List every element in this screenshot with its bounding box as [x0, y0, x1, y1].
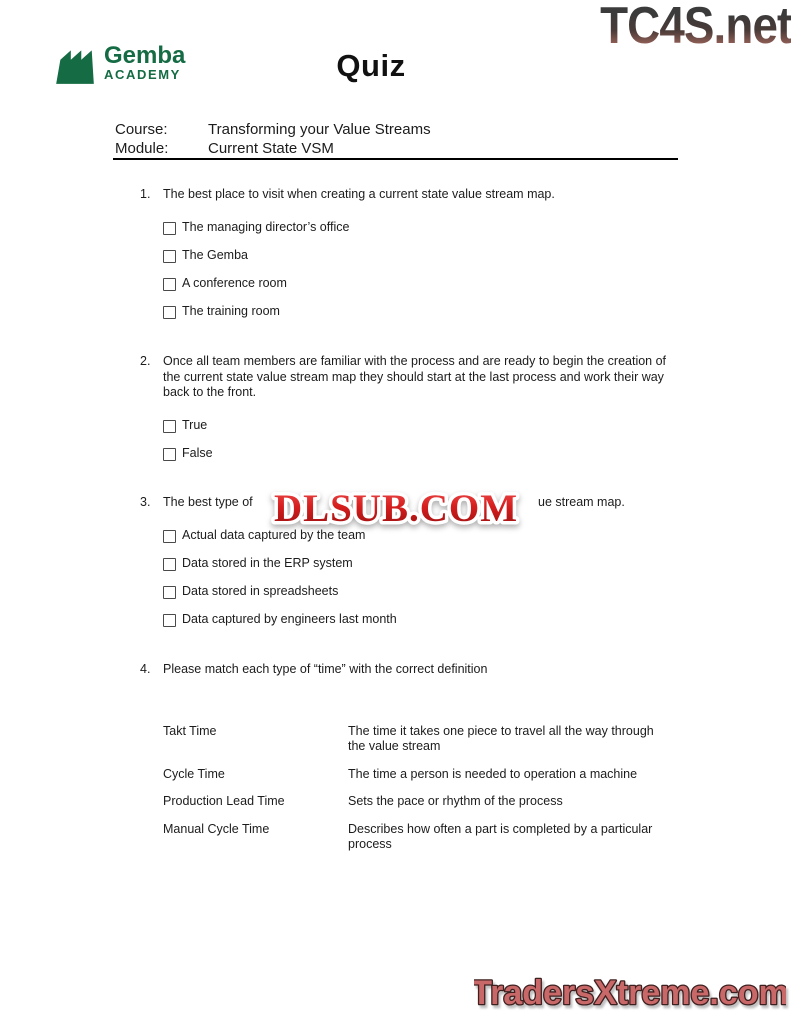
question-2 [140, 354, 685, 476]
page-title: Quiz [336, 48, 406, 83]
option-label: The training room [182, 304, 280, 319]
watermark-tradersxtreme [474, 970, 786, 1021]
question-text: Once all team members are familiar with the process and are ready to begin the creation of the current state value stream map they should start at the last process and work their way back to the front. [163, 354, 667, 399]
course-module-block [115, 121, 431, 158]
question-number: 4. [140, 662, 151, 676]
checkbox[interactable] [163, 306, 176, 319]
answer-option [163, 448, 685, 461]
option-label: Actual data captured by the team [182, 528, 366, 543]
answer-option [163, 222, 685, 235]
watermark-dlsub [246, 482, 546, 537]
match-term: Manual Cycle Time [163, 821, 270, 836]
question-number: 1. [140, 187, 151, 201]
option-label: False [182, 446, 213, 461]
match-definition: Describes how often a part is completed by a particular process [348, 821, 653, 851]
match-term: Takt Time [163, 723, 217, 738]
checkbox[interactable] [163, 530, 176, 543]
checkbox[interactable] [163, 420, 176, 433]
course-label: Course: [115, 121, 168, 138]
watermark-tradersxtreme-text: TradersXtreme.com [474, 974, 786, 1012]
answer-option [163, 306, 685, 319]
question-number: 3. [140, 495, 151, 509]
match-definition: Sets the pace or rhythm of the process [348, 794, 563, 808]
match-definition: The time it takes one piece to travel all the way through the value stream [348, 723, 654, 753]
answer-option [163, 614, 685, 627]
watermark-tc4s: TC4S.net [599, 0, 791, 55]
checkbox[interactable] [163, 222, 176, 235]
question-4 [140, 662, 685, 853]
match-term: Production Lead Time [163, 794, 285, 808]
match-term: Cycle Time [163, 766, 225, 781]
header-divider [113, 158, 678, 160]
logo-sub-text: ACADEMY [104, 67, 181, 82]
checkbox[interactable] [163, 278, 176, 291]
course-value: Transforming your Value Streams [208, 121, 431, 138]
answer-option [163, 420, 685, 433]
answer-option [163, 250, 685, 263]
answer-option [163, 586, 685, 599]
logo-brand-text: Gemba [104, 42, 186, 69]
module-value: Current State VSM [208, 139, 334, 157]
option-label: The managing director’s office [182, 220, 350, 235]
options-list [163, 530, 685, 627]
question-text-prefix: The best type of [163, 495, 253, 509]
options-list [163, 222, 685, 319]
question-1 [140, 187, 685, 334]
answer-option [163, 558, 685, 571]
match-table [163, 724, 685, 853]
module-label: Module: [115, 139, 169, 157]
option-label: The Gemba [182, 248, 249, 263]
watermark-dlsub-text: DLSUB.COM [273, 487, 519, 530]
option-label: Data stored in spreadsheets [182, 584, 339, 599]
checkbox[interactable] [163, 558, 176, 571]
option-label: Data stored in the ERP system [182, 556, 353, 571]
question-number: 2. [140, 354, 151, 368]
checkbox[interactable] [163, 614, 176, 627]
question-text: The best place to visit when creating a current state value stream map. [163, 187, 555, 201]
question-text-suffix: ue stream map. [538, 495, 625, 509]
option-label: A conference room [182, 276, 287, 291]
option-label: True [182, 418, 208, 433]
match-definition: The time a person is needed to operation a machine [348, 766, 638, 781]
option-label: Data captured by engineers last month [182, 612, 397, 627]
checkbox[interactable] [163, 586, 176, 599]
question-text: Please match each type of “time” with the correct definition [163, 662, 488, 676]
answer-option [163, 278, 685, 291]
checkbox[interactable] [163, 448, 176, 461]
checkbox[interactable] [163, 250, 176, 263]
options-list [163, 420, 685, 461]
